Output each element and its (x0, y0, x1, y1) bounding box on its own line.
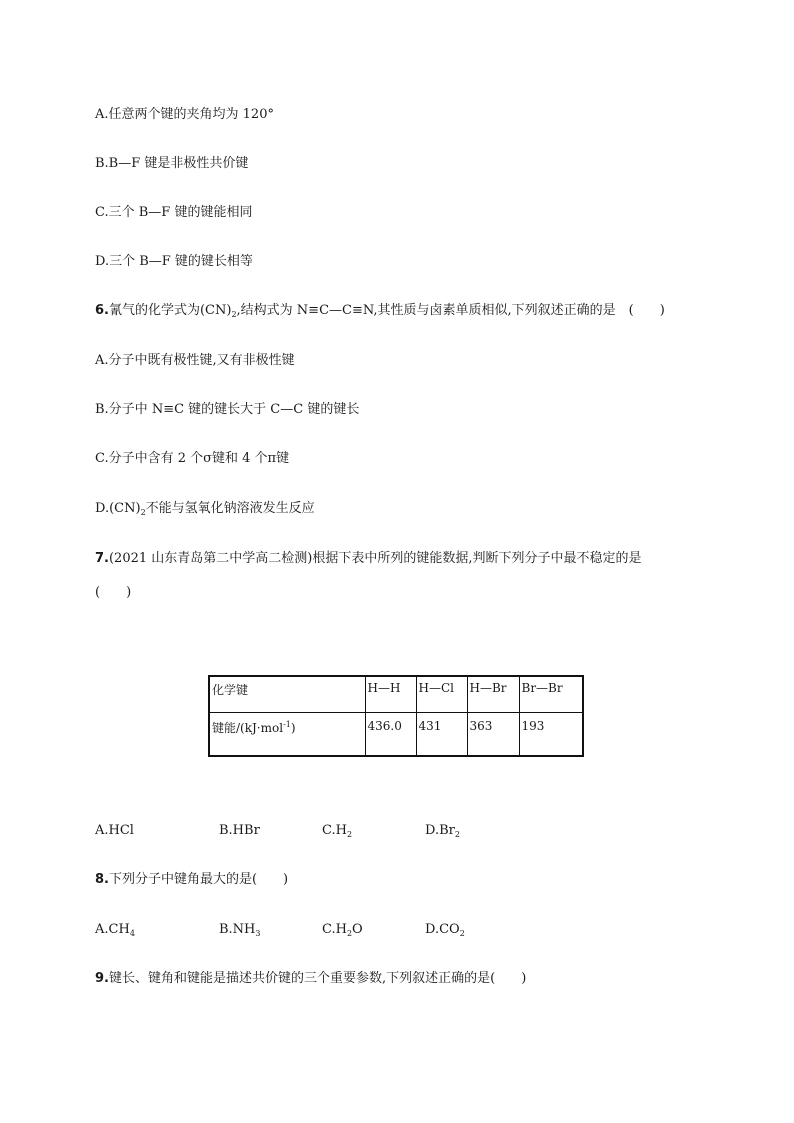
q8-stem (95, 872, 288, 888)
q6-stem-subscript: 2 (231, 310, 237, 319)
q8-stem-text: 下列分子中键角最大的是( ) (108, 872, 289, 887)
q8-option-c-text-a: C.H (322, 922, 347, 937)
q5-option-b: B.B—F 键是非极性共价键 (95, 156, 249, 171)
q9-stem-text: 键长、键角和键能是描述共价键的三个重要参数,下列叙述正确的是( ) (108, 971, 527, 986)
q8-option-d-text: D.CO (425, 922, 460, 937)
q8-option-a-text: A.CH (95, 922, 130, 937)
table-cell: 363 (467, 712, 519, 756)
q6-number: 6. (95, 303, 109, 318)
q8-option-d-subscript: 2 (459, 929, 465, 938)
q8-option-c-subscript: 2 (346, 929, 353, 938)
q8-option-a (95, 922, 135, 942)
q8-option-b-text: B.NH (219, 922, 256, 937)
q9-number: 9. (95, 971, 109, 986)
table-header-cell: H—Cl (416, 676, 467, 712)
q8-option-d (425, 922, 465, 942)
q7-stem-text: (2021 山东青岛第二中学高二检测)根据下表中所列的键能数据,判断下列分子中最不稳定的是 (108, 551, 642, 566)
q5-option-a: A.任意两个键的夹角均为 120° (95, 107, 274, 122)
q5-option-c: C.三个 B—F 键的键能相同 (95, 205, 253, 220)
table-row-label-text-b: ) (290, 720, 296, 735)
q7-option-c-subscript: 2 (346, 830, 353, 839)
table-row-label-superscript: -1 (283, 719, 291, 729)
q7-option-d (425, 823, 460, 843)
table-header-row (209, 676, 583, 712)
q7-answer-paren: ( ) (95, 585, 132, 600)
table-header-cell: H—Br (467, 676, 519, 712)
q6-option-a: A.分子中既有极性键,又有非极性键 (95, 353, 295, 368)
q8-option-b (219, 922, 261, 942)
table-cell: 436.0 (365, 712, 416, 756)
table-cell: 193 (519, 712, 583, 756)
q9-stem (95, 971, 526, 987)
q7-option-d-subscript: 2 (454, 830, 460, 839)
q8-option-c (322, 922, 363, 942)
table-row-label-text-a: 键能/(kJ·mol (212, 720, 284, 735)
table-row-label (209, 712, 365, 756)
q8-option-c-text-b: O (352, 922, 363, 937)
table-row (209, 712, 583, 756)
q6-option-c: C.分子中含有 2 个σ键和 4 个π键 (95, 451, 290, 466)
q6-stem (95, 303, 665, 323)
q7-option-b: B.HBr (219, 823, 260, 838)
q7-stem (95, 551, 641, 567)
q6-stem-text-b: ,结构式为 N≡C—C≡N,其性质与卤素单质相似,下列叙述正确的是 ( ) (236, 303, 665, 318)
bond-energy-table (208, 675, 584, 757)
q8-option-a-subscript: 4 (129, 929, 135, 938)
q6-option-d-text-b: 不能与氢氧化钠溶液发生反应 (145, 501, 315, 516)
q7-number: 7. (95, 551, 109, 566)
q8-number: 8. (95, 872, 109, 887)
q6-option-d-subscript: 2 (140, 508, 146, 517)
q6-option-b: B.分子中 N≡C 键的键长大于 C—C 键的键长 (95, 402, 360, 417)
q7-option-c-text: C.H (322, 823, 347, 838)
q6-option-d-text-a: D.(CN) (95, 501, 141, 516)
q5-option-d: D.三个 B—F 键的键长相等 (95, 254, 253, 269)
q7-option-c (322, 823, 352, 843)
table-header-cell: 化学键 (209, 676, 365, 712)
q8-option-b-subscript: 3 (255, 929, 261, 938)
table-header-cell: Br—Br (519, 676, 583, 712)
q7-option-a: A.HCl (95, 823, 134, 838)
q6-option-d (95, 501, 315, 521)
q7-option-d-text: D.Br (425, 823, 455, 838)
table-cell: 431 (416, 712, 467, 756)
q6-stem-text-a: 氰气的化学式为(CN) (108, 303, 232, 318)
table-header-cell: H—H (365, 676, 416, 712)
